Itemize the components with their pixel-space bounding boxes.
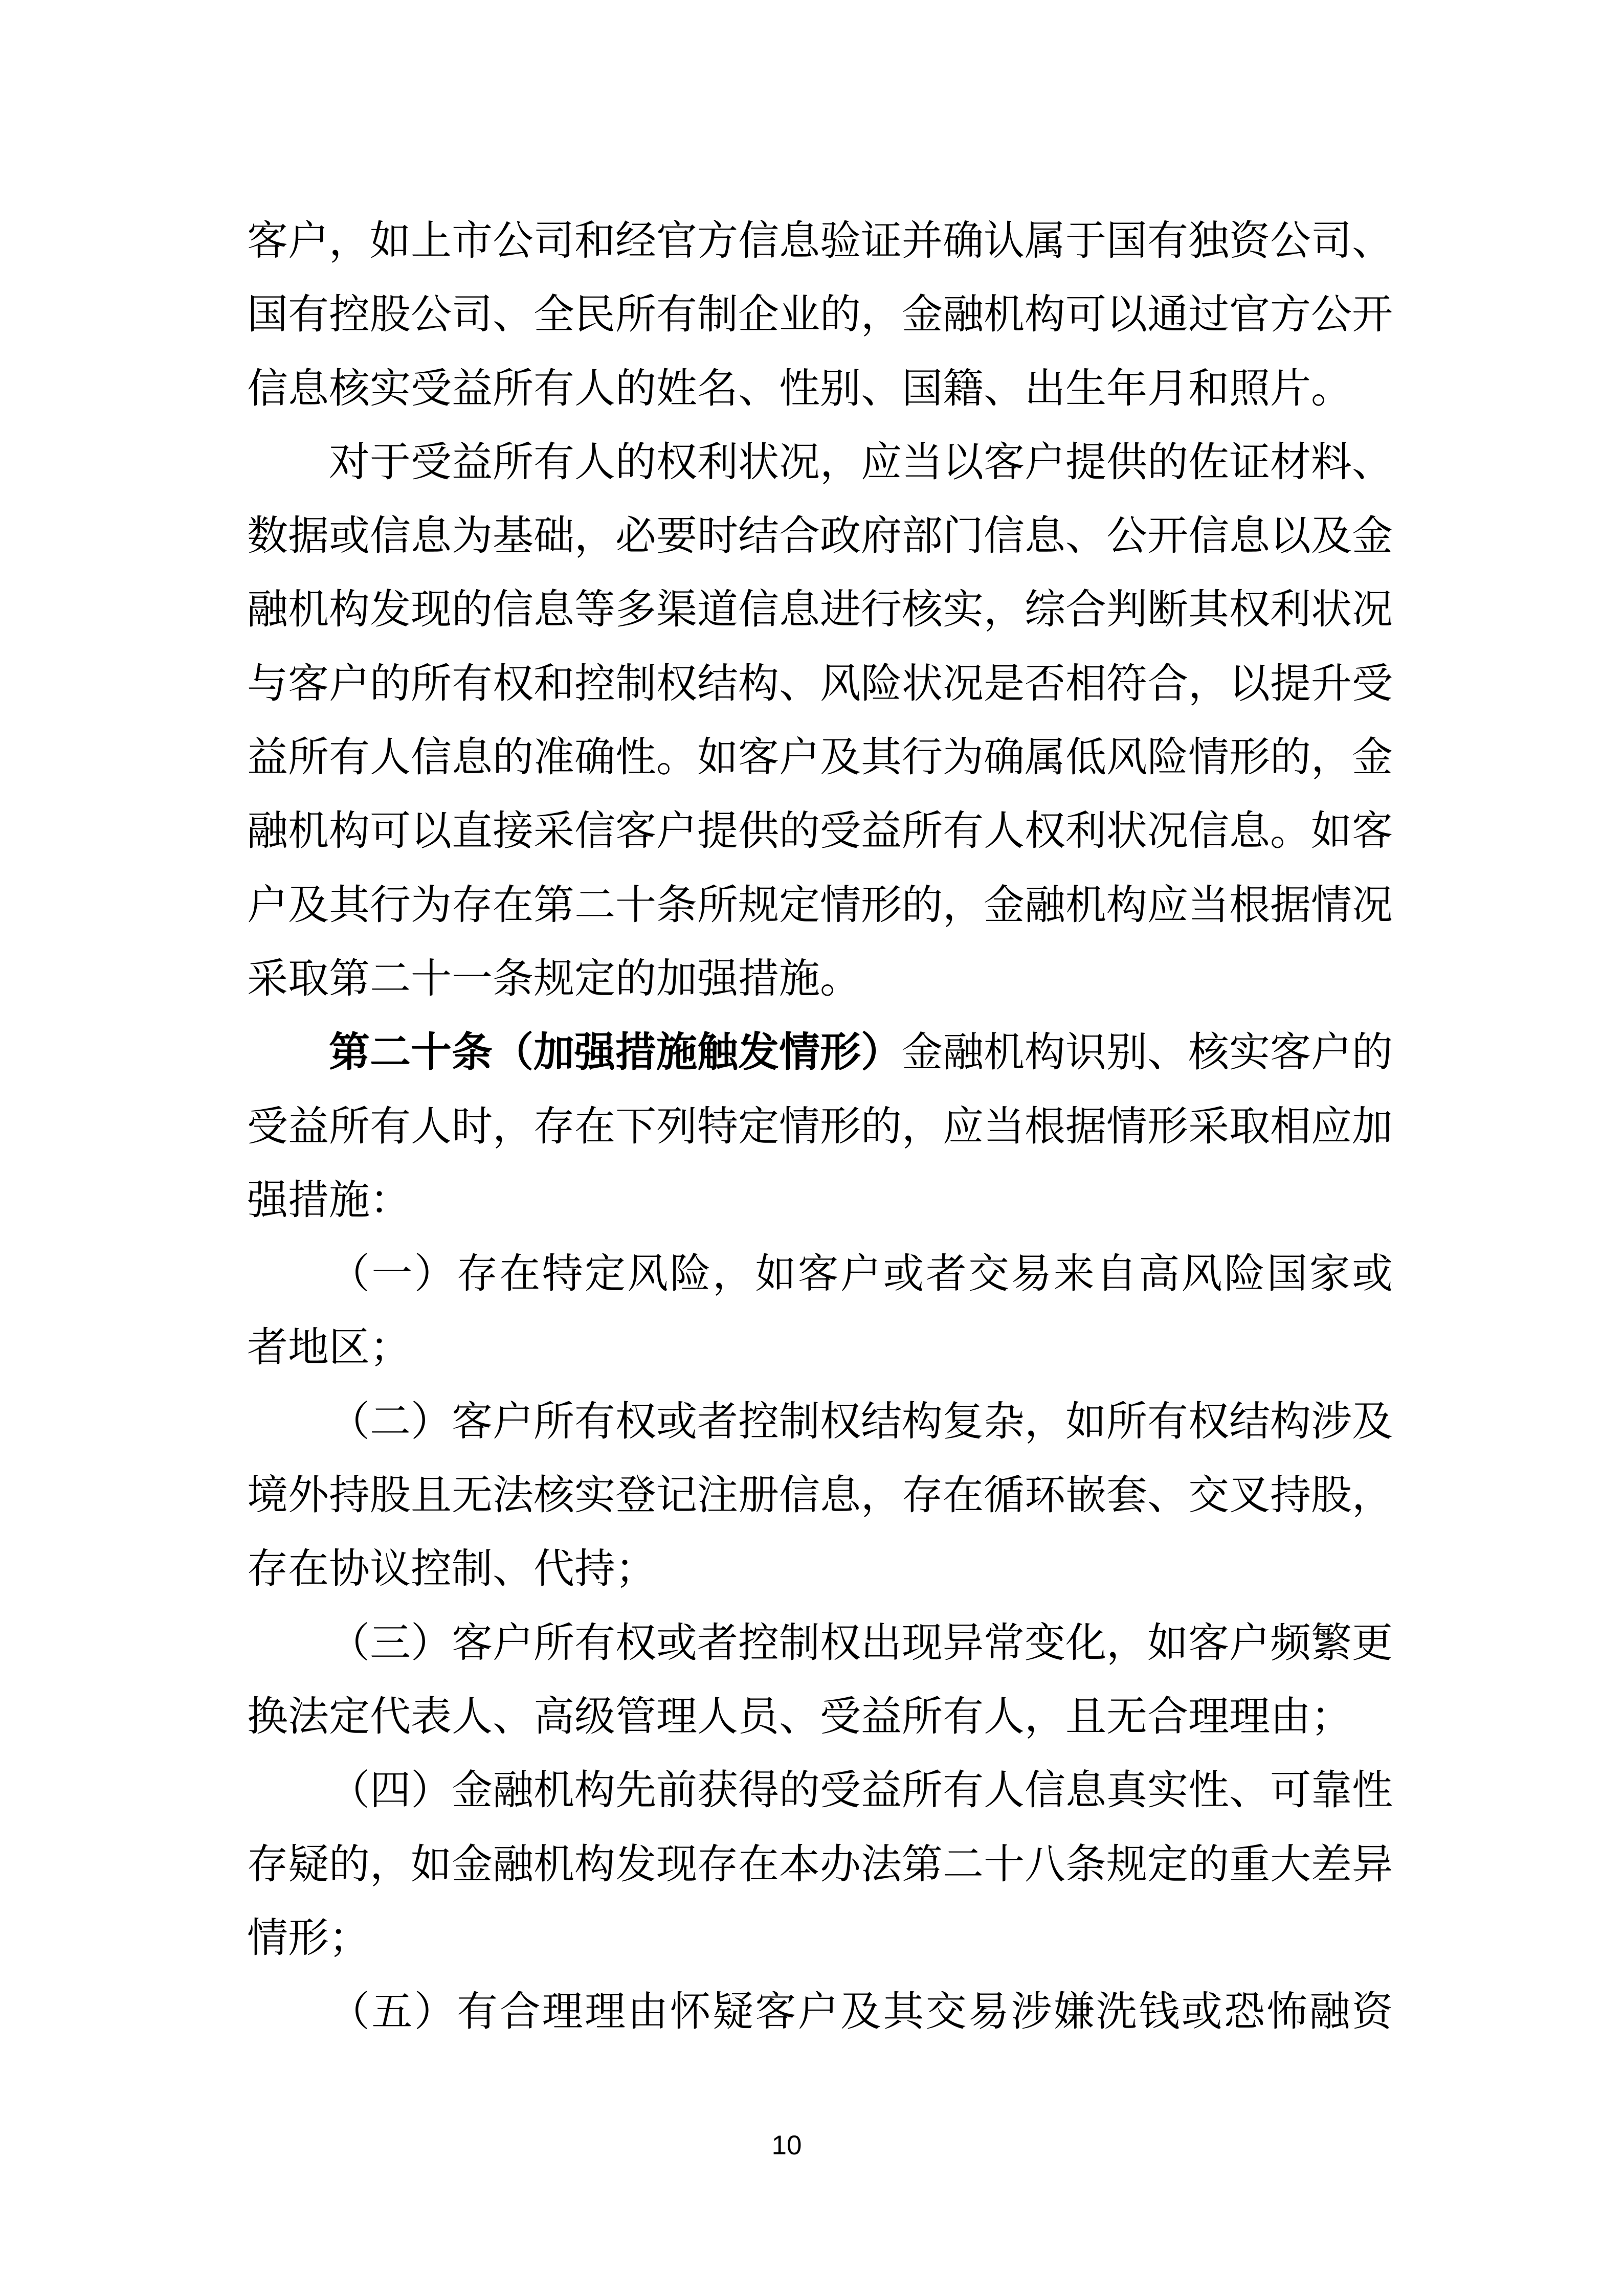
text-line [247,352,1393,426]
document-body [247,205,1393,2049]
page-number: 10 [771,2130,802,2160]
line-text: 信息核实受益所有人的姓名、性别、国籍、出生年月和照片。 [247,366,1352,412]
text-line [247,869,1393,942]
text-line [247,721,1393,795]
text-line [247,1680,1393,1754]
line-text: 客户，如上市公司和经官方信息验证并确认属于国有独资公司、 [247,219,1393,264]
article-heading: 第二十条（加强措施触发情形） [329,1030,902,1076]
text-line [247,426,1393,500]
line-text: 存疑的，如金融机构发现存在本办法第二十八条规定的重大差异 [247,1842,1393,1887]
line-text: 户及其行为存在第二十条所规定情形的，金融机构应当根据情况 [247,883,1393,928]
line-text: 融机构可以直接采信客户提供的受益所有人权利状况信息。如客 [247,809,1393,854]
text-line [247,795,1393,868]
line-text: 情形； [247,1916,370,1961]
text-line [247,1533,1393,1606]
text-line [247,278,1393,352]
text-line [247,1607,1393,1680]
line-text: 数据或信息为基础，必要时结合政府部门信息、公开信息以及金 [247,514,1393,559]
text-line [247,942,1393,1016]
text-line [247,647,1393,721]
line-text: 国有控股公司、全民所有制企业的，金融机构可以通过官方公开 [247,292,1393,338]
text-line [247,1090,1393,1164]
text-line [247,1237,1393,1311]
line-text: （五）有合理理由怀疑客户及其交易涉嫌洗钱或恐怖融资 [329,1990,1393,2035]
text-line [247,1828,1393,1902]
text-line [247,1385,1393,1459]
line-text: 换法定代表人、高级管理人员、受益所有人，且无合理理由； [247,1694,1352,1740]
line-text: （二）客户所有权或者控制权结构复杂，如所有权结构涉及 [329,1399,1393,1445]
text-line [247,500,1393,573]
line-text: 受益所有人时，存在下列特定情形的，应当根据情形采取相应加 [247,1104,1393,1150]
line-text: （三）客户所有权或者控制权出现异常变化，如客户频繁更 [329,1620,1393,1666]
text-line [247,573,1393,647]
text-line [247,1459,1393,1533]
text-line [247,1754,1393,1828]
line-text: 融机构发现的信息等多渠道信息进行核实，综合判断其权利状况 [247,588,1393,633]
text-line [247,205,1393,278]
text-line [247,1164,1393,1237]
line-text: （四）金融机构先前获得的受益所有人信息真实性、可靠性 [329,1768,1393,1814]
line-text: 存在协议控制、代持； [247,1547,656,1592]
line-text: 者地区； [247,1325,411,1371]
line-text: 对于受益所有人的权利状况，应当以客户提供的佐证材料、 [329,440,1393,485]
text-line [247,1016,1393,1090]
line-text: 金融机构识别、核实客户的 [902,1030,1393,1076]
text-line [247,1902,1393,1975]
line-text: （一）存在特定风险，如客户或者交易来自高风险国家或 [329,1252,1393,1297]
line-text: 境外持股且无法核实登记注册信息，存在循环嵌套、交叉持股， [247,1473,1393,1519]
line-text: 益所有人信息的准确性。如客户及其行为确属低风险情形的，金 [247,735,1393,781]
line-text: 采取第二十一条规定的加强措施。 [247,956,861,1002]
text-line [247,1975,1393,2049]
line-text: 强措施： [247,1178,411,1223]
text-line [247,1311,1393,1385]
line-text: 与客户的所有权和控制权结构、风险状况是否相符合，以提升受 [247,661,1393,707]
